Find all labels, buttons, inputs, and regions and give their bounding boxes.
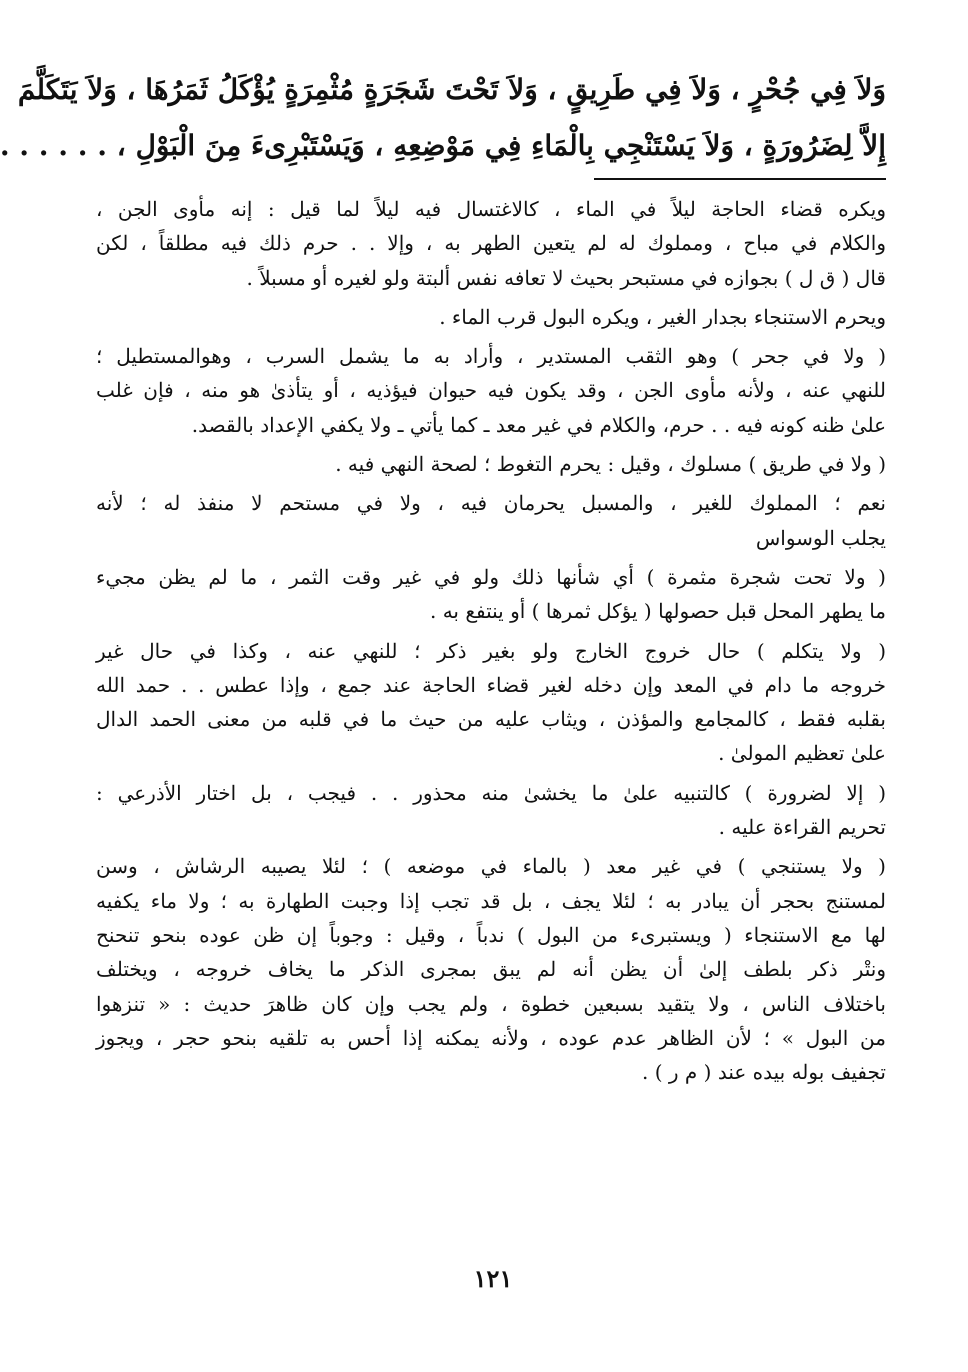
text-line: ( ولا يستنجي ) في غير معد ( بالماء في موضعه ) ؛ لئلا يصيبه الرشاش ، وسن bbox=[96, 854, 886, 879]
paragraph bbox=[96, 447, 886, 481]
text-line: من البول » ؛ لأن الظاهر عدم عوده ، ولأنه يمكنه إذا أحس به تلقيه بنحو حجر ، ويجوز bbox=[96, 1025, 886, 1050]
paragraph bbox=[96, 339, 886, 442]
text-line: ( ولا في جحر ) وهو الثقب المستدير ، وأراد به ما يشمل السرب ، وهوالمستطيل ؛ bbox=[96, 344, 886, 369]
paragraph bbox=[96, 300, 886, 334]
text-line: ( ولا يتكلم ) حال خروج الخارج ولو بغير ذكر ؛ للنهي عنه ، وكذا في حال غير bbox=[96, 638, 886, 663]
text-line: نعم ؛ المملوك للغير ، والمسبل يحرمان فيه ، ولا في مستحم لا منفذ له ؛ لأنه bbox=[96, 491, 886, 516]
matn-text bbox=[0, 62, 886, 174]
text-line: تحريم القراءة عليه . bbox=[718, 815, 886, 840]
paragraph bbox=[96, 192, 886, 295]
text-line: لها مع الاستنجاء ( ويستبرىء من البول ) ندباً ، وقيل : وجوباً إن ظن عوده بنحو تنحنح bbox=[96, 922, 886, 947]
paragraph bbox=[96, 849, 886, 1089]
paragraph bbox=[96, 486, 886, 555]
text-line: لمستنج بحجر أن يبادر به ؛ لئلا يجف ، بل قد تجب إذا وجبت الطهارة به ؛ ولا ماء يكفيه bbox=[96, 888, 886, 913]
paragraph bbox=[96, 560, 886, 629]
text-line: بقلبه فقط ، كالمجامع والمؤذن ، ويثاب عليه من حيث ما في قلبه من معنى الحمد الدال bbox=[96, 707, 886, 732]
text-line: قال ( ق ل ) بجوازه في مستبحر بحيث لا تعافه نفس ألبتة ولو لغيره أو مسبلاً . bbox=[246, 265, 886, 290]
footnote-divider bbox=[594, 178, 886, 180]
text-line: خروجه ما دام في المعد وإن دخله لغير قضاء الحاجة عند جمع ، وإذا عطس . . حمد الله bbox=[96, 672, 886, 697]
text-line: ويحرم الاستنجاء بجدار الغير ، ويكره البول قرب الماء . bbox=[439, 304, 886, 329]
commentary-text bbox=[96, 192, 886, 1094]
page-number: ١٢١ bbox=[473, 1264, 513, 1293]
text-line: ويكره قضاء الحاجة ليلاً في الماء ، كالاغتسال فيه ليلاً لما قيل : إنه مأوى الجن ، bbox=[96, 197, 886, 221]
text-line: تجفيف بوله بيده عند ( م ر ) . bbox=[642, 1060, 886, 1085]
matn-line: وَلاَ فِي جُحْرٍ ، وَلاَ فِي طَرِيقٍ ، وَلاَ تَحْتَ شَجَرَةٍ مُثْمِرَةٍ يُؤْكَلُ ثَمَرُهَا ، وَلاَ يَتَكَلَّمَ bbox=[17, 73, 886, 106]
matn-line: إِلاَّ لِضَرُورَةٍ ، وَلاَ يَسْتَنْجِي بِالْمَاءِ فِي مَوْضِعِهِ ، وَيَسْتَبْرِىءَ مِنَ الْبَوْلِ ، . . . . . . bbox=[0, 129, 886, 162]
text-line: ( ولا تحت شجرة مثمرة ) أي شأنها ذلك ولو في غير وقت الثمر ، ما لم يظن مجيء bbox=[96, 564, 886, 589]
text-line: باختلاف الناس ، ولا يتقيد بسبعين خطوة ، ولم يجب وإن كان ظاهرَ حديث : « تنزهوا bbox=[96, 991, 886, 1016]
text-line: ما يطهر المحل قبل حصولها ( يؤكل ثمرها ) أو ينتفع به . bbox=[429, 599, 886, 624]
paragraph bbox=[96, 776, 886, 845]
text-line: ونتْر ذكر بلطف إلىٰ أن يظن أنه لم يبق بمجرى الذكر ما يخاف خروجه ، ويختلف bbox=[96, 957, 886, 982]
paragraph bbox=[96, 634, 886, 771]
text-line: يجلب الوسواس bbox=[755, 525, 886, 550]
text-line: علىٰ تعظيم المولىٰ . bbox=[718, 741, 886, 766]
text-line: ( إلا لضرورة ) كالتنبيه علىٰ ما يخشىٰ منه محذور . . فيجب ، بل اختار الأذرعي : bbox=[96, 780, 886, 805]
text-line: للنهي عنه ، ولأنه مأوى الجن ، وقد يكون فيه حيوان فيؤذيه ، أو يتأذىٰ هو منه ، فإن غلب bbox=[96, 378, 886, 403]
text-line: والكلام في مباح ، ومملوك له لم يتعين الطهر به ، وإلا . . حرم ذلك فيه مطلقاً ، لكن bbox=[96, 231, 886, 256]
text-line: علىٰ ظنه كونه فيه . . حرم، والكلام في غير معد ـ كما يأتي ـ ولا يكفي الإعداد بالقصد. bbox=[191, 412, 886, 437]
text-line: ( ولا في طريق ) مسلوك ، وقيل : يحرم التغوط ؛ لصحة النهي فيه . bbox=[335, 452, 886, 477]
